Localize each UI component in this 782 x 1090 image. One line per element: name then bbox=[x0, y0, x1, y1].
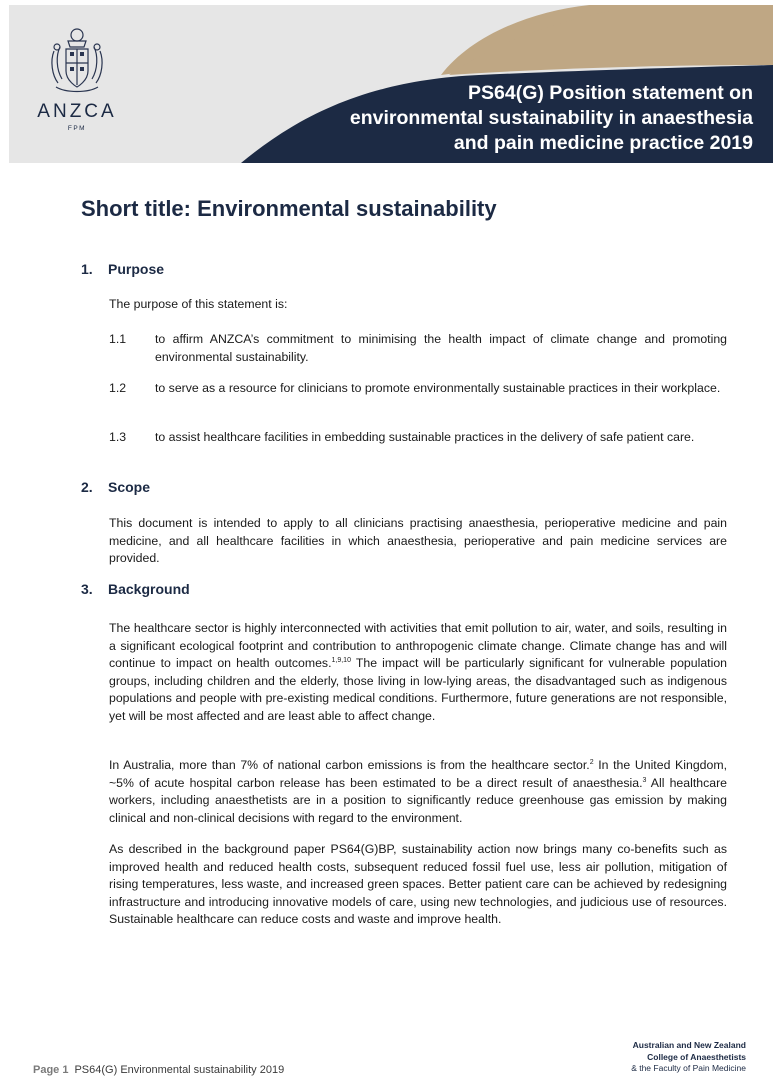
org-line-3: & the Faculty of Pain Medicine bbox=[631, 1063, 746, 1073]
anzca-logo bbox=[27, 25, 127, 132]
item-number: 1.1 bbox=[109, 332, 127, 346]
section-heading-purpose bbox=[81, 261, 164, 277]
section-number: 3. bbox=[81, 581, 93, 597]
list-item bbox=[109, 331, 727, 366]
logo-name: ANZCA bbox=[37, 101, 117, 122]
scope-paragraph: This document is intended to apply to all clinicians practising anaesthesia, perioperative medicine and pain medicine, and all healthcare facilities in which anaesthesia, perioperative and pain medicine services are provided. bbox=[109, 516, 727, 566]
paragraph-text: The impact will be particularly significant for vulnerable population groups, including children and the elderly, those living in low-lying areas, the disadvantaged such as indigenous populations and people with pre-existing medical conditions. Furthermore, future generations are not responsible, yet will be most affected and are least able to affect change. bbox=[109, 656, 727, 723]
item-number: 1.3 bbox=[109, 430, 127, 444]
crest-icon bbox=[46, 25, 108, 97]
paragraph-text: The healthcare sector is highly interconnected with activities that emit pollution to air, water, and soils, resulting in a significant ecological footprint and contribution to anthropogenic climate change. Climate change has and will continue to impact on health outcomes. bbox=[109, 621, 727, 671]
page-footer bbox=[33, 1064, 284, 1076]
reference-superscript: 3 bbox=[642, 776, 647, 784]
short-title: Short title: Environmental sustainability bbox=[81, 196, 497, 221]
section-title: Background bbox=[108, 581, 190, 597]
logo-subtitle: FPM bbox=[67, 125, 87, 132]
purpose-intro: The purpose of this statement is: bbox=[109, 297, 288, 311]
item-text: to serve as a resource for clinicians to promote environmentally sustainable practices in their workplace. bbox=[155, 381, 721, 395]
section-title: Purpose bbox=[108, 261, 165, 277]
title-line-2: environmental sustainability in anaesthesia bbox=[349, 107, 753, 129]
title-line-1: PS64(G) Position statement on bbox=[468, 82, 753, 104]
page-number: Page 1 bbox=[33, 1064, 69, 1076]
section-heading-background bbox=[81, 581, 190, 597]
document-title bbox=[283, 81, 753, 156]
item-text: to affirm ANZCA’s commitment to minimising the health impact of climate change and promoting environmental sustainability. bbox=[155, 332, 727, 364]
section-title: Scope bbox=[108, 479, 151, 495]
background-paragraph-2 bbox=[109, 757, 727, 827]
list-item bbox=[109, 429, 727, 447]
background-paragraph-3: As described in the background paper PS64(G)BP, sustainability action now brings many co-benefits such as improved health and reduced health costs, subsequent reduced fossil fuel use, less air pollution, mitigation of rising temperatures, less waste, and increased green spaces. Better patient care can be achieved by redesigning infrastructure and introducing innovative models of care, using new technologies, and judicious use of resources. Sustainable healthcare can reduce costs and waste and improve health. bbox=[109, 842, 727, 927]
section-heading-scope bbox=[81, 479, 150, 495]
title-line-3: and pain medicine practice 2019 bbox=[453, 132, 753, 154]
section-number: 2. bbox=[81, 479, 93, 495]
paragraph-text: In the United Kingdom, ~5% of acute hospital carbon release has been estimated to be a direct result of anaesthesia. bbox=[109, 758, 727, 790]
item-number: 1.2 bbox=[109, 381, 127, 395]
section-number: 1. bbox=[81, 261, 93, 277]
background-paragraph-1 bbox=[109, 620, 727, 726]
reference-superscript: 2 bbox=[589, 758, 594, 766]
org-line-2: College of Anaesthetists bbox=[647, 1051, 746, 1062]
footer-organisation bbox=[631, 1040, 746, 1075]
org-line-1: Australian and New Zealand bbox=[632, 1040, 746, 1050]
item-text: to assist healthcare facilities in embedding sustainable practices in the delivery of safe patient care. bbox=[155, 430, 695, 444]
footer-document-label: PS64(G) Environmental sustainability 2019 bbox=[74, 1064, 285, 1076]
list-item bbox=[109, 380, 727, 398]
reference-superscript: 1,9,10 bbox=[331, 657, 351, 665]
paragraph-text: In Australia, more than 7% of national carbon emissions is from the healthcare sector. bbox=[109, 758, 590, 772]
header-banner bbox=[9, 5, 773, 163]
paragraph-text: All healthcare workers, including anaesthetists are in a position to significantly reduce greenhouse gas emission by making clinical and non-clinical decisions with regard to the environment. bbox=[109, 775, 728, 825]
